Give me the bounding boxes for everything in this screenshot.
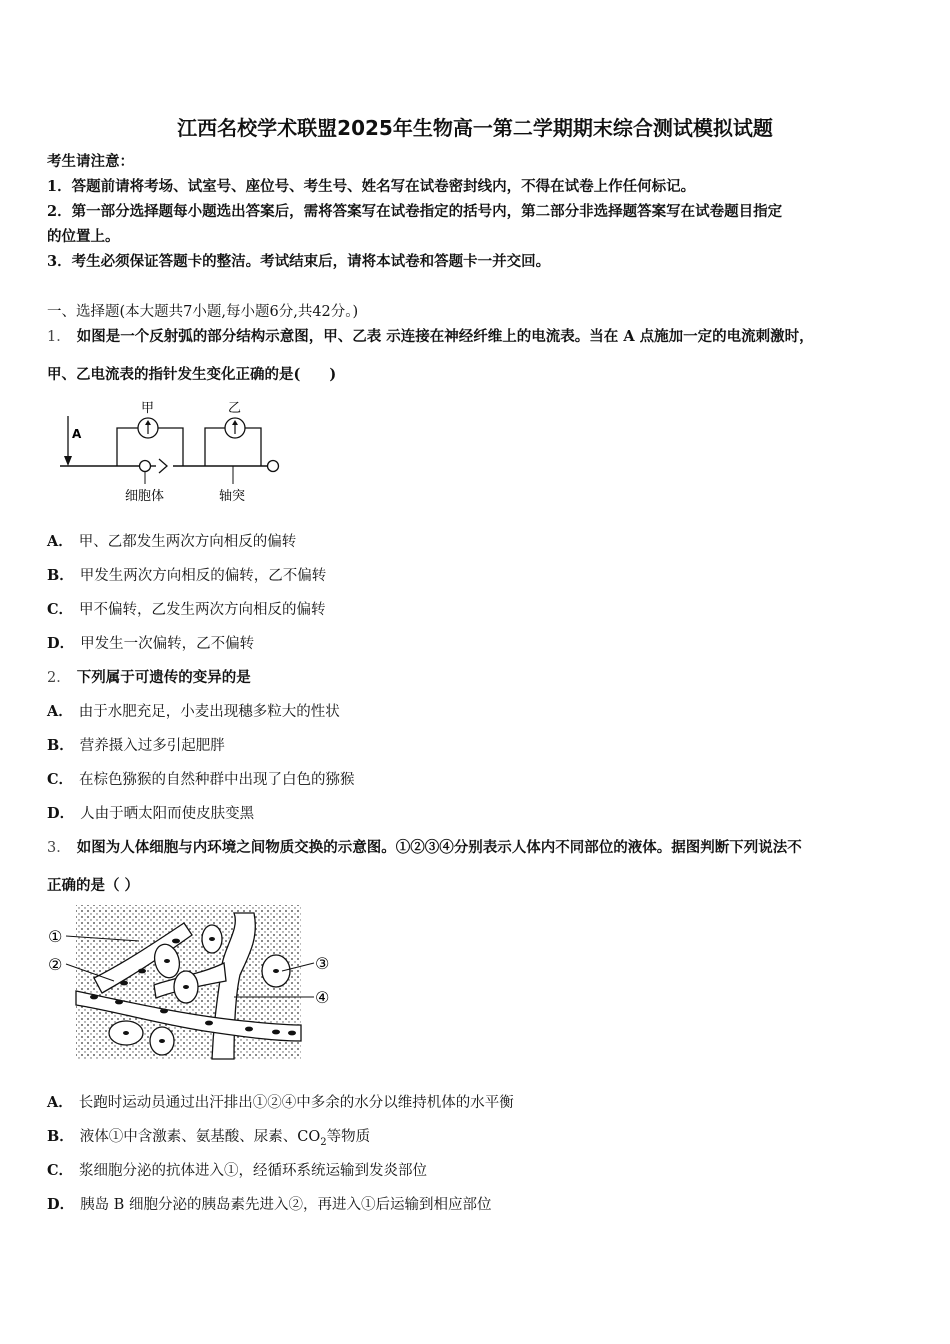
- label-jia: 甲: [141, 401, 155, 416]
- q2-option-b[interactable]: B． 营养摄入过多引起肥胖: [47, 737, 225, 754]
- stimulus-arrowhead: [64, 456, 72, 466]
- label-4: ④: [315, 988, 330, 1007]
- q1-text: 如图是一个反射弧的部分结构示意图，甲、乙表 示连接在神经纤维上的电流表。当在 A 点施加一定的电流刺激时，: [76, 328, 814, 345]
- tissue-exchange-figure: [44, 903, 336, 1063]
- section-heading: 一、选择题(本大题共7小题,每小题6分,共42分。): [47, 304, 359, 320]
- q2-stem: [47, 668, 251, 688]
- q1-number: 1．: [47, 329, 71, 345]
- q3-number: 3．: [47, 840, 71, 856]
- q2-option-d[interactable]: D． 人由于晒太阳而使皮肤变黑: [47, 805, 255, 822]
- synapse-mark: [159, 459, 167, 473]
- q1-option-d[interactable]: D． 甲发生一次偏转，乙不偏转: [47, 635, 255, 652]
- notice-item-3: 3．考生必须保证答题卡的整洁。考试结束后，请将本试卷和答题卡一并交回。: [47, 253, 551, 270]
- label-a: A: [72, 427, 82, 441]
- page-title: 江西名校学术联盟2025年生物高一第二学期期末综合测试模拟试题: [177, 116, 773, 140]
- q1-option-c[interactable]: C． 甲不偏转，乙发生两次方向相反的偏转: [47, 601, 326, 618]
- notice-item-1: 1．答题前请将考场、试室号、座位号、考生号、姓名写在试卷密封线内，不得在试卷上作任何标记。: [47, 178, 696, 195]
- label-2: ②: [48, 955, 63, 974]
- label-cell-body: 细胞体: [125, 489, 165, 504]
- q1-option-a[interactable]: A． 甲、乙都发生两次方向相反的偏转: [47, 533, 297, 550]
- notice-heading: 考生请注意：: [47, 153, 134, 170]
- q2-option-a[interactable]: A． 由于水肥充足，小麦出现穗多粒大的性状: [47, 703, 340, 720]
- label-3: ③: [315, 954, 330, 973]
- q3-text: 如图为人体细胞与内环境之间物质交换的示意图。①②③④分别表示人体内不同部位的液体。据图判断下列说法不: [76, 839, 802, 856]
- label-1: ①: [48, 927, 63, 946]
- q1-stem-line2: 甲、乙电流表的指针发生变化正确的是( ): [47, 366, 337, 383]
- axon-end: [268, 461, 279, 472]
- cell-body: [140, 461, 151, 472]
- q3-stem-line1: [47, 838, 802, 858]
- label-yi: 乙: [228, 401, 242, 416]
- reflex-arc-figure: [55, 396, 290, 508]
- label-axon: 轴突: [219, 489, 246, 504]
- notice-item-2: 2．第一部分选择题每小题选出答案后，需将答案写在试卷指定的括号内，第二部分非选择题答案写在试卷题目指定: [47, 203, 783, 220]
- q3-stem-line2: 正确的是（ ）: [47, 877, 140, 894]
- q3-option-b[interactable]: B． 液体①中含激素、氨基酸、尿素、$CO_2$等物质: [47, 1128, 371, 1148]
- q1-option-b[interactable]: B． 甲发生两次方向相反的偏转，乙不偏转: [47, 567, 327, 584]
- q2-number: 2．: [47, 670, 71, 686]
- q1-stem-line1: [47, 327, 814, 347]
- notice-item-2-cont: 的位置上。: [47, 228, 120, 245]
- q3-option-a[interactable]: A． 长跑时运动员通过出汗排出①②④中多余的水分以维持机体的水平衡: [47, 1094, 514, 1111]
- q2-option-c[interactable]: C． 在棕色猕猴的自然种群中出现了白色的猕猴: [47, 771, 355, 788]
- q2-text: 下列属于可遗传的变异的是: [76, 669, 251, 686]
- q3-option-c[interactable]: C． 浆细胞分泌的抗体进入①，经循环系统运输到发炎部位: [47, 1162, 428, 1179]
- q3-option-d[interactable]: D． 胰岛 B 细胞分泌的胰岛素先进入②，再进入①后运输到相应部位: [47, 1196, 492, 1213]
